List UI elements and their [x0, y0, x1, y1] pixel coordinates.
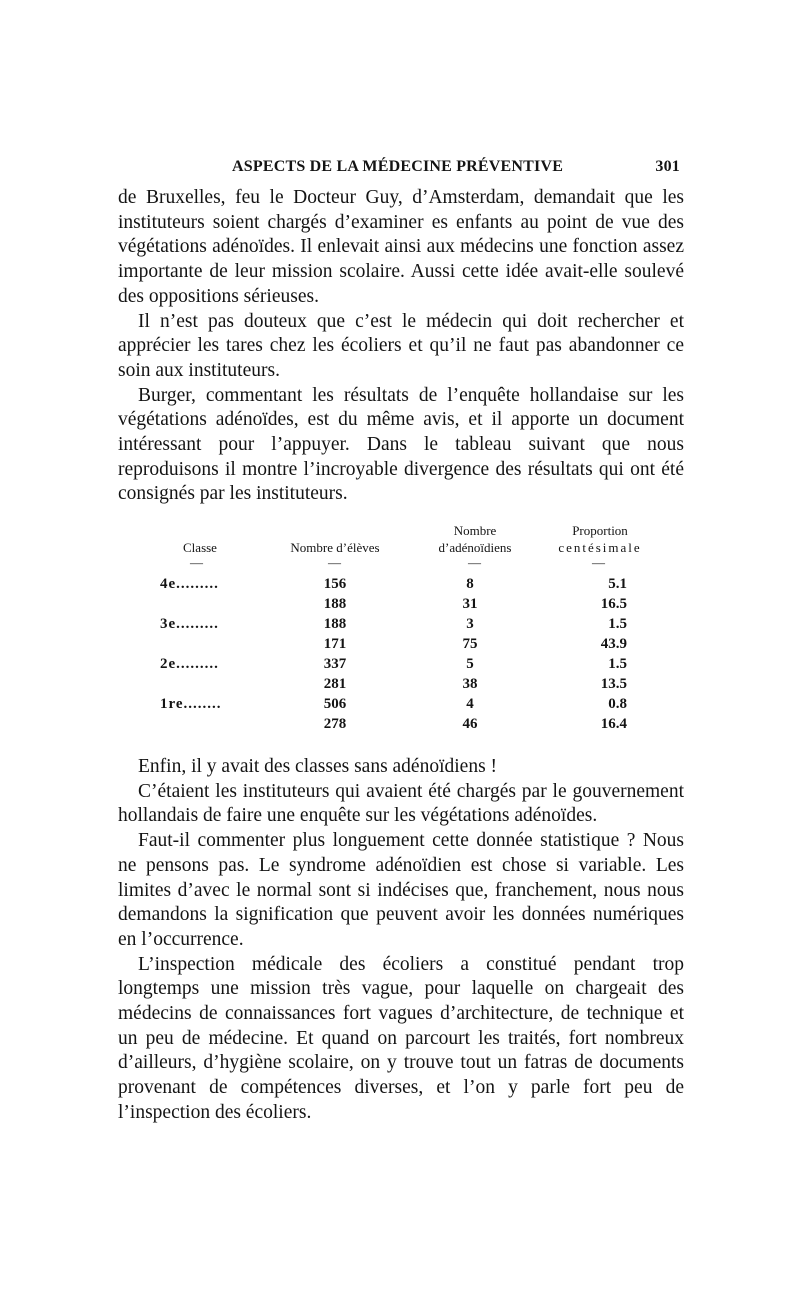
cell-classe: 1re........ [160, 696, 222, 712]
paragraph: Faut-il commenter plus longuement cette donnée statistique ? Nous ne pensons pas. Le syndrome adénoïdien est chose si variable. Les limites d’avec le normal sont si indécises que, franchement, nous nous demandons la signification que peuvent avoir les données numériques en l’occurrence. [118, 830, 684, 950]
header-classe: Classe [183, 540, 217, 555]
statistics-table [150, 520, 670, 740]
cell-proportion: 43.9 [600, 636, 627, 652]
cell-proportion: 0.8 [608, 696, 627, 712]
cell-adenoidiens: 5 [466, 656, 474, 672]
cell-eleves: 171 [323, 636, 347, 652]
cell-classe: 3e......... [160, 616, 219, 632]
dash: — [468, 555, 481, 570]
cell-adenoidiens: 75 [462, 636, 478, 652]
cell-adenoidiens: 46 [462, 716, 478, 732]
header-nombre-1: Nombre [453, 523, 497, 538]
dash: — [592, 555, 605, 570]
header-adenoidiens-2: d’adénoïdiens [438, 540, 512, 555]
cell-eleves: 281 [323, 676, 347, 692]
cell-classe: 4e......... [160, 576, 219, 592]
header-proportion-1: Proportion [572, 523, 628, 538]
dash: — [190, 555, 203, 570]
cell-eleves: 188 [323, 616, 347, 632]
paragraph: Enfin, il y avait des classes sans adénoïdiens ! [138, 756, 498, 777]
cell-eleves: 337 [323, 656, 347, 672]
cell-proportion: 16.4 [600, 716, 627, 732]
paragraph: de Bruxelles, feu le Docteur Guy, d’Amsterdam, demandait que les instituteurs soient chargés d’examiner es enfants au point de vue des végétations adénoïdes. Il enlevait ainsi aux médecins une fonction assez importante de leur mission scolaire. Aussi cette idée avait-elle soulevé des oppositions sérieuses. [118, 187, 684, 307]
cell-proportion: 1.5 [608, 656, 627, 672]
cell-proportion: 1.5 [608, 616, 627, 632]
header-nombre-eleves: Nombre d’élèves [290, 540, 380, 555]
paragraph: C’étaient les instituteurs qui avaient été chargés par le gouvernement hollandais de faire une enquête sur les végétations adénoïdes. [118, 780, 684, 827]
cell-eleves: 506 [323, 696, 347, 712]
cell-adenoidiens: 3 [466, 616, 474, 632]
cell-adenoidiens: 31 [462, 596, 478, 612]
cell-adenoidiens: 38 [462, 676, 478, 692]
page-number: 301 [655, 158, 680, 175]
header-proportion-2: centésimale [558, 540, 642, 555]
body-text-top [118, 186, 684, 507]
cell-classe: 2e......... [160, 656, 219, 672]
cell-proportion: 16.5 [600, 596, 627, 612]
dash: — [328, 555, 341, 570]
paragraph: Il n’est pas douteux que c’est le médecin qui doit rechercher et apprécier les tares chez les écoliers et qu’il ne faut pas abandonner ce soin aux instituteurs. [118, 310, 684, 381]
paragraph: L’inspection médicale des écoliers a constitué pendant trop longtemps une mission très vague, pour laquelle on chargeait des médecins de connaissances fort vagues d’architecture, de technique et un peu de médecine. Et quand on parcourt les traités, fort nombreux d’ailleurs, d’hygiène scolaire, on y trouve tout un fatras de documents provenant de compétences diverses, et l’on y parle fort peu de l’inspection des écoliers. [118, 953, 684, 1123]
cell-eleves: 278 [323, 716, 347, 732]
cell-proportion: 5.1 [608, 576, 627, 592]
cell-eleves: 188 [323, 596, 347, 612]
body-text-bottom [118, 755, 684, 1126]
paragraph: Burger, commentant les résultats de l’enquête hollandaise sur les végétations adénoïdes, est du même avis, et il apporte un document intéressant pour l’appuyer. Dans le tableau suivant que nous reproduisons il montre l’incroyable divergence des résultats qui ont été consignés par les instituteurs. [118, 384, 684, 505]
cell-adenoidiens: 4 [466, 696, 474, 712]
running-title: ASPECTS DE LA MÉDECINE PRÉVENTIVE [232, 158, 564, 175]
running-header [120, 158, 686, 180]
cell-eleves: 156 [323, 576, 347, 592]
cell-adenoidiens: 8 [466, 576, 474, 592]
cell-proportion: 13.5 [600, 676, 627, 692]
